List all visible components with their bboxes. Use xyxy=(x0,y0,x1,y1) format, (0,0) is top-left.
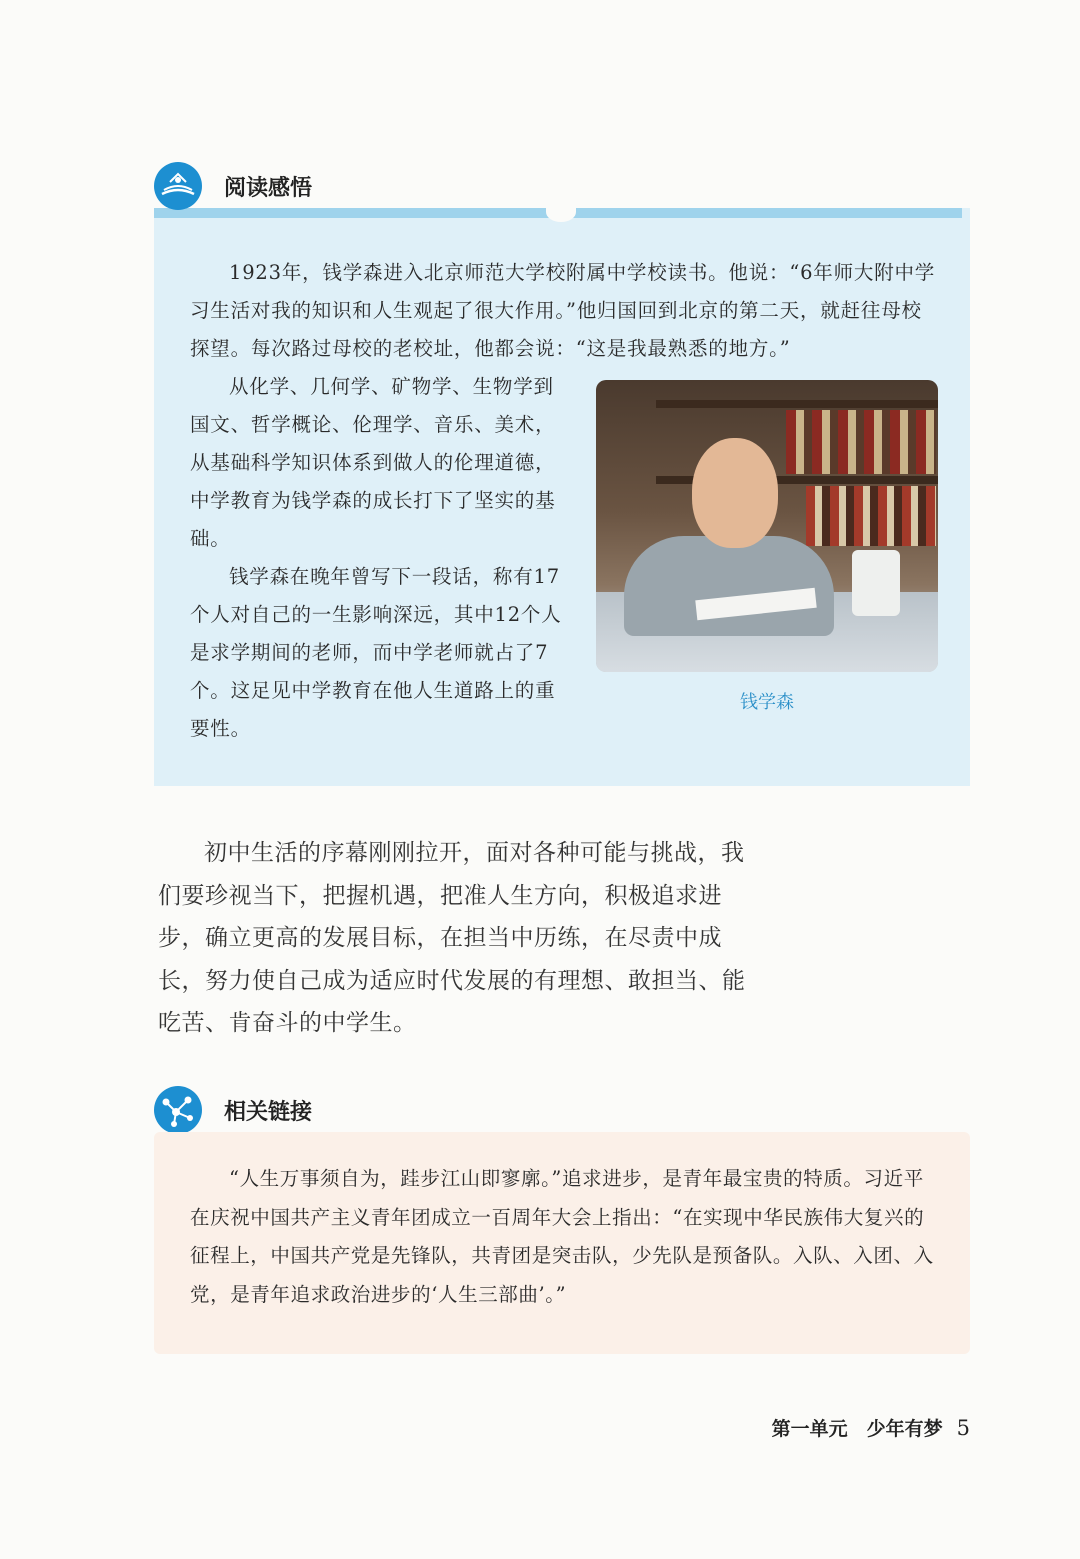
page-number: 5 xyxy=(956,1416,970,1440)
reading-box-notch xyxy=(546,202,576,222)
porcelain-jar xyxy=(852,550,900,616)
related-section-header xyxy=(154,1086,312,1134)
reading-paragraph-1: 1923年，钱学森进入北京师范大学校附属中学校读书。他说：“6年师大附中学习生活对我的知识和人生观起了很大作用。”他归国回到北京的第二天，就赶往母校探望。每次路过母校的老校址，他都会说：“这是我最熟悉的地方。” xyxy=(190,261,936,360)
related-section-title: 相关链接 xyxy=(224,1099,313,1125)
main-paragraph: 初中生活的序幕刚刚拉开，面对各种可能与挑战，我们要珍视当下，把握机遇，把准人生方向，积极追求进步，确立更高的发展目标，在担当中历练，在尽责中成长，努力使自己成为适应时代发展的有理想、敢担当、能吃苦、肯奋斗的中学生。 xyxy=(158,840,746,1036)
open-book-icon xyxy=(154,162,202,210)
portrait-photo xyxy=(596,380,938,672)
related-paragraph: “人生万事须自为，跬步江山即寥廓。”追求进步，是青年最宝贵的特质。习近平在庆祝中国共产主义青年团成立一百周年大会上指出：“在实现中华民族伟大复兴的征程上，中国共产党是先锋队，共青团是突击队，少先队是预备队。入队、入团、入党，是青年追求政治进步的‘人生三部曲’。” xyxy=(190,1167,934,1306)
reading-section-header xyxy=(154,162,312,210)
reading-left-column xyxy=(190,368,572,748)
bookshelf xyxy=(656,400,938,408)
reading-section-title: 阅读感悟 xyxy=(224,175,313,201)
person-body xyxy=(624,536,834,636)
books xyxy=(786,410,936,474)
reading-paragraph-3: 钱学森在晚年曾写下一段话，称有17个人对自己的一生影响深远，其中12个人是求学期间的老师，而中学老师就占了7个。这足见中学教育在他人生道路上的重要性。 xyxy=(190,565,562,740)
network-nodes-icon xyxy=(154,1086,202,1134)
books xyxy=(806,486,936,546)
reading-paragraph-2: 从化学、几何学、矿物学、生物学到国文、哲学概论、伦理学、音乐、美术，从基础科学知识体系到做人的伦理道德，中学教育为钱学森的成长打下了坚实的基础。 xyxy=(190,375,556,550)
person-head xyxy=(692,438,778,548)
page-footer xyxy=(772,1414,970,1441)
photo-caption: 钱学森 xyxy=(740,692,794,713)
unit-title: 第一单元 少年有梦 xyxy=(771,1418,943,1440)
